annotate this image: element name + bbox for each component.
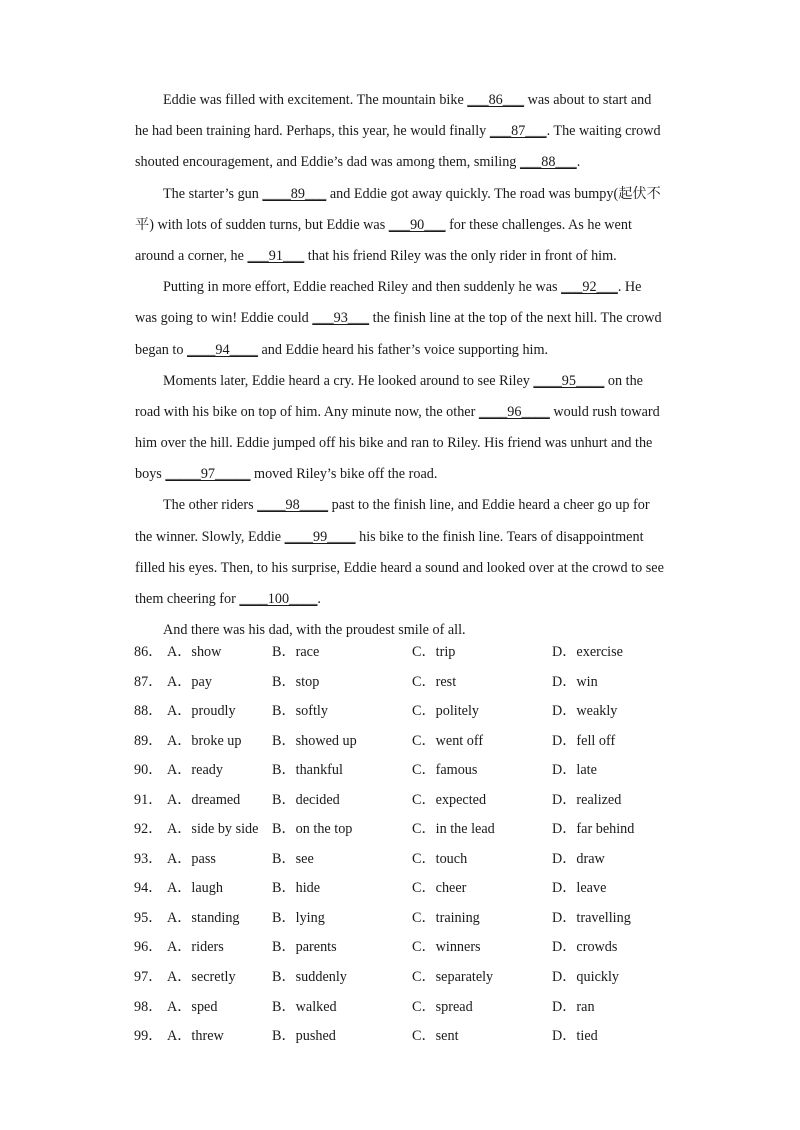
option-a: A．laugh — [167, 880, 223, 897]
passage-line — [135, 554, 665, 585]
passage-text: . — [317, 591, 321, 607]
question-row — [134, 1022, 674, 1052]
passage-text: he had been training hard. Perhaps, this year, he would finally — [135, 123, 490, 140]
passage-text: for these challenges. As he went — [445, 216, 632, 233]
passage-line — [135, 367, 665, 398]
question-row — [134, 993, 674, 1023]
answer-blank: ___87___ — [489, 123, 547, 140]
option-b: B．thankful — [272, 762, 343, 779]
passage-text: And there was his dad, with the proudest smile of all. — [163, 622, 466, 639]
passage-text: began to — [135, 341, 188, 358]
option-c: C．trip — [412, 644, 456, 660]
answer-options — [134, 638, 674, 1052]
passage-line — [135, 491, 665, 522]
option-b: B．showed up — [272, 732, 357, 749]
option-a: A．broke up — [167, 732, 242, 749]
answer-blank: ___92___ — [561, 279, 618, 296]
option-a: A．side by side — [167, 821, 259, 838]
passage-text: . — [576, 154, 581, 171]
option-b: B．hide — [272, 880, 321, 897]
passage-text: The other riders — [163, 497, 258, 514]
passage-text: and Eddie heard his father’s voice supporting him. — [257, 341, 549, 358]
option-d: D．late — [552, 762, 597, 779]
option-d: D．draw — [552, 850, 605, 867]
question-number: 93． — [134, 850, 163, 867]
option-c: C．winners — [412, 939, 481, 956]
passage-text: the finish line at the top of the next hill. The crowd — [369, 310, 662, 327]
option-a: A．ready — [167, 762, 223, 779]
option-d: D．far behind — [552, 821, 635, 838]
option-a: A．pay — [167, 673, 212, 690]
passage-text: the winner. Slowly, Eddie — [135, 528, 285, 545]
option-a: A．standing — [167, 909, 240, 926]
option-c: C．politely — [412, 703, 479, 720]
option-c: C．cheer — [412, 880, 467, 897]
option-c: C．rest — [412, 673, 457, 690]
passage-text: around a corner, he — [135, 247, 248, 264]
passage-text: was about to start and — [524, 92, 652, 108]
option-a: A．proudly — [167, 703, 236, 720]
option-a: A．pass — [167, 850, 216, 867]
option-c: C．in the lead — [412, 821, 495, 838]
option-b: B．decided — [272, 791, 340, 808]
passage-text: them cheering for — [135, 591, 240, 607]
answer-blank: ____94____ — [187, 341, 258, 358]
answer-blank: ____98____ — [257, 497, 329, 514]
passage-line — [135, 148, 665, 179]
option-a: A．dreamed — [167, 791, 241, 808]
question-number: 88． — [134, 703, 163, 720]
passage-line — [135, 180, 665, 211]
passage-line — [135, 585, 665, 616]
passage-text: Putting in more effort, Eddie reached Riley and then suddenly he was — [163, 279, 562, 296]
answer-blank: ____99____ — [284, 528, 356, 545]
question-row — [134, 933, 674, 963]
passage-line — [135, 304, 665, 335]
question-row — [134, 845, 674, 875]
question-row — [134, 697, 674, 727]
answer-blank: ___91___ — [247, 247, 305, 264]
passage-text: Moments later, Eddie heard a cry. He looked around to see Riley — [163, 372, 534, 389]
passage-text: shouted encouragement, and Eddie’s dad was among them, smiling — [135, 154, 520, 171]
question-number: 97． — [134, 969, 163, 986]
question-number: 92． — [134, 821, 163, 838]
passage-text: 平) with lots of sudden turns, but Eddie was — [135, 216, 389, 233]
option-d: D．fell off — [552, 732, 616, 749]
question-number: 87． — [134, 673, 163, 690]
passage-line — [135, 523, 665, 554]
question-row — [134, 756, 674, 786]
option-c: C．sent — [412, 1028, 459, 1045]
option-d: D．weakly — [552, 703, 618, 720]
question-number: 91． — [134, 791, 163, 808]
option-b: B．on the top — [272, 821, 353, 838]
option-a: A．show — [167, 644, 222, 660]
option-b: B．parents — [272, 939, 337, 956]
passage-text: road with his bike on top of him. Any minute now, the other — [135, 403, 479, 420]
answer-blank: ____96____ — [478, 403, 550, 420]
answer-blank: ___90___ — [388, 216, 446, 233]
question-number: 86． — [134, 644, 163, 660]
answer-blank: _____97_____ — [165, 466, 251, 483]
passage-line — [135, 273, 665, 304]
question-number: 99． — [134, 1028, 163, 1045]
question-number: 98． — [134, 998, 163, 1015]
passage-line — [135, 336, 665, 367]
answer-blank: ___93___ — [312, 310, 370, 327]
option-a: A．threw — [167, 1028, 224, 1045]
option-a: A．riders — [167, 939, 224, 956]
option-b: B．see — [272, 850, 314, 867]
option-c: C．spread — [412, 998, 473, 1015]
answer-blank: ___86___ — [467, 92, 525, 108]
option-b: B．lying — [272, 909, 325, 926]
option-a: A．secretly — [167, 969, 236, 986]
passage-text: and Eddie got away quickly. The road was bumpy(起伏不 — [326, 185, 661, 202]
answer-blank: ____89___ — [262, 185, 327, 202]
question-row — [134, 874, 674, 904]
question-number: 94． — [134, 880, 163, 897]
passage-text: moved Riley’s bike off the road. — [250, 466, 438, 483]
question-row — [134, 815, 674, 845]
passage-line — [135, 460, 665, 491]
question-number: 95． — [134, 909, 163, 926]
passage-line — [135, 398, 665, 429]
option-b: B．race — [272, 644, 320, 660]
answer-blank: ____95____ — [533, 372, 605, 389]
option-b: B．stop — [272, 673, 320, 690]
option-d: D．tied — [552, 1028, 598, 1045]
option-a: A．sped — [167, 998, 218, 1015]
option-c: C．famous — [412, 762, 478, 779]
cloze-passage — [135, 86, 665, 647]
answer-blank: ___88___ — [519, 154, 577, 171]
question-number: 89． — [134, 732, 163, 749]
passage-text: him over the hill. Eddie jumped off his bike and ran to Riley. His friend was unhurt and the — [135, 435, 653, 452]
option-d: D．win — [552, 673, 598, 690]
question-row — [134, 668, 674, 698]
passage-line — [135, 242, 665, 273]
option-c: C．separately — [412, 969, 494, 986]
passage-text: would rush toward — [549, 403, 660, 420]
option-d: D．travelling — [552, 909, 631, 926]
passage-text: boys — [135, 466, 166, 483]
option-d: D．exercise — [552, 644, 623, 660]
option-d: D．leave — [552, 880, 607, 897]
option-c: C．expected — [412, 791, 487, 808]
passage-text: his bike to the finish line. Tears of disappointment — [355, 528, 644, 545]
question-row — [134, 904, 674, 934]
question-row — [134, 963, 674, 993]
option-d: D．crowds — [552, 939, 618, 956]
option-d: D．ran — [552, 998, 595, 1015]
passage-line — [135, 211, 665, 242]
passage-line — [135, 86, 665, 117]
question-number: 96． — [134, 939, 163, 956]
passage-text: was going to win! Eddie could — [135, 310, 313, 327]
option-b: B．pushed — [272, 1028, 336, 1045]
option-c: C．training — [412, 909, 480, 926]
passage-text: past to the finish line, and Eddie heard a cheer go up for — [328, 497, 650, 514]
passage-line — [135, 429, 665, 460]
question-row — [134, 727, 674, 757]
passage-line — [135, 117, 665, 148]
question-number: 90． — [134, 762, 163, 779]
option-c: C．touch — [412, 850, 468, 867]
passage-text: Eddie was filled with excitement. The mountain bike — [163, 92, 468, 108]
option-c: C．went off — [412, 732, 484, 749]
passage-text: that his friend Riley was the only rider in front of him. — [304, 247, 617, 264]
passage-text: filled his eyes. Then, to his surprise, Eddie heard a sound and looked over at the crowd to see — [135, 559, 664, 576]
passage-text: on the — [604, 372, 643, 389]
passage-text: . He — [617, 279, 642, 296]
passage-text: . The waiting crowd — [546, 123, 661, 140]
question-row — [134, 786, 674, 816]
answer-blank: ____100____ — [239, 591, 318, 607]
question-row — [134, 638, 674, 668]
option-b: B．softly — [272, 703, 328, 720]
passage-text: The starter’s gun — [163, 185, 263, 202]
option-b: B．walked — [272, 998, 337, 1015]
option-d: D．realized — [552, 791, 622, 808]
option-d: D．quickly — [552, 969, 619, 986]
option-b: B．suddenly — [272, 969, 347, 986]
